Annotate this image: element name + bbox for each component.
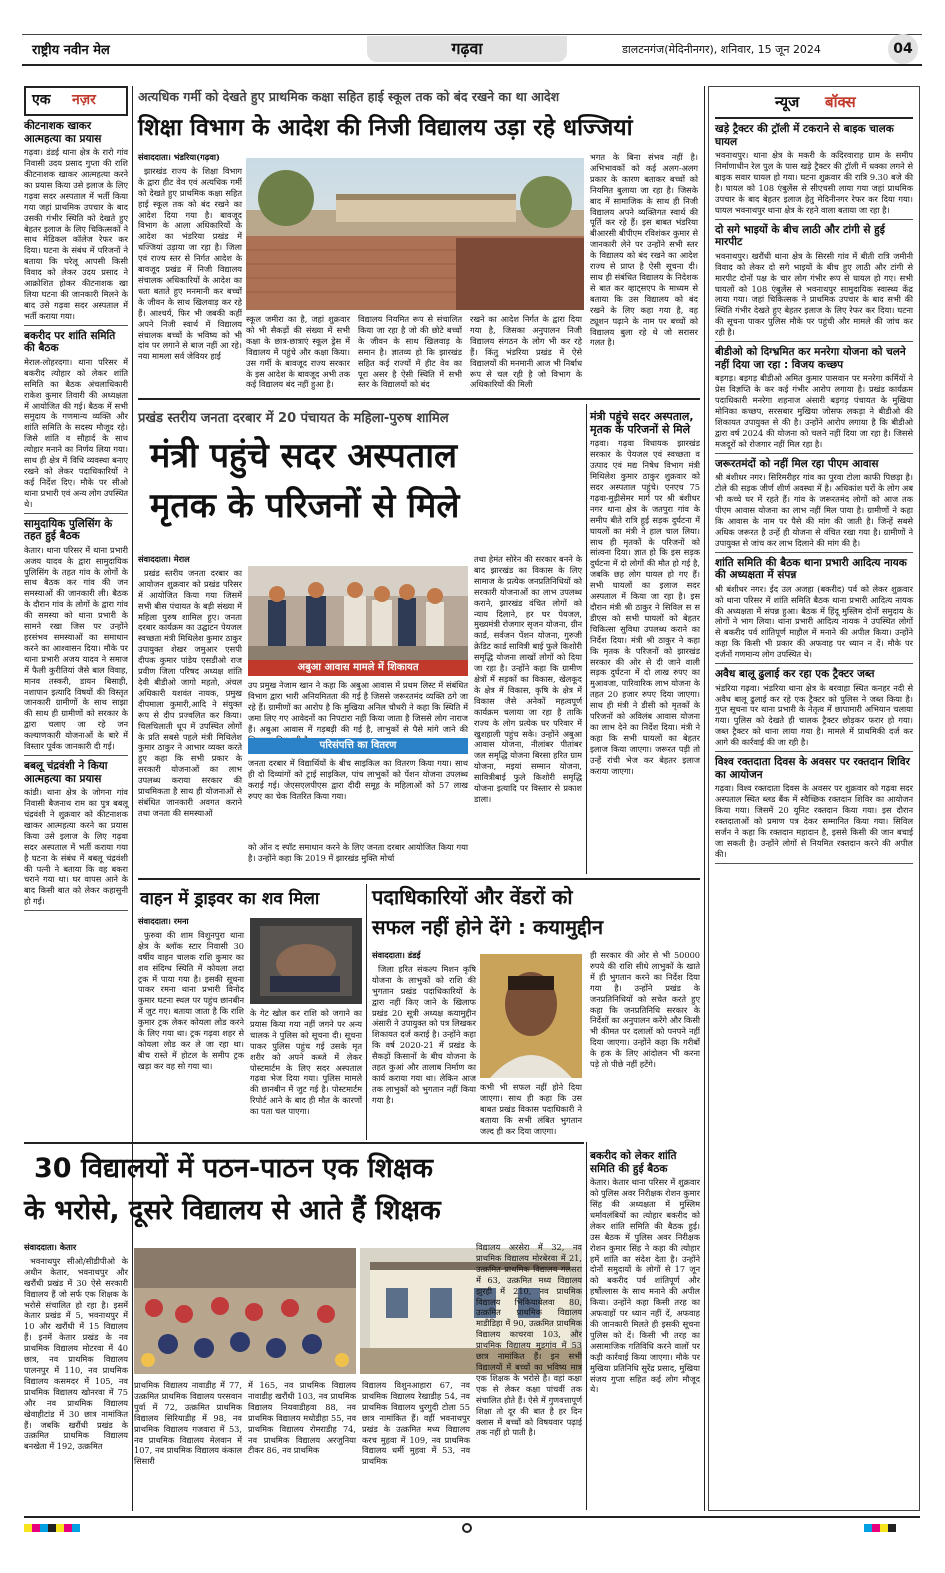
driver-dateline: संवाददाता। रमना xyxy=(138,916,189,926)
news-brief-body: केतार। थाना परिसर में थाना प्रभारी अजय यादव के द्वारा सामुदायिक पुलिसिंग के तहत गांव के लोगों के साथ बैठक कर गांव की जन समस्याओं की जानकारी ली। बैठक के दौरान गांव के लोगों के द्वारा गांव की समस्या को थाना प्रभारी के सामने रखा जिस पर उन्होंने हरसंभव समस्याओं का समाधान करने का आश्वासन दिया। मौके पर थाना प्रभारी अजय यादव ने समाज में फैली कुरीतियां जैसे बाल विवाह, मानव तस्करी, डायन बिसाही, नशापान इत्यादि विषयों की विस्तृत जानकारी ग्रामीणों के साथ साझा की साथ ही ग्रामीणों को सरकार के द्वारा चलाए जा रहे जन कल्याणकारी योजनाओं के बारे में विस्तार पूर्वक जानकारी दी गई। xyxy=(24,544,128,752)
news-brief-title: बीडीओ को दिग्भ्रमित कर मनरेगा योजना को चलने नहीं दिया जा रहा : विजय कच्छप xyxy=(715,346,906,371)
minister-divider xyxy=(586,404,587,874)
news-brief-title: खड़े ट्रैक्टर की ट्रॉली में टकराने से बाइक चालक घायल xyxy=(715,123,894,148)
top-col1-text: झारखंड राज्य के शिक्षा विभाग के द्वारा हीट वेव एवं अत्यधिक गर्मी को देखते हुए प्राथमिक कक्षा सहित हाई स्कूल तक को बंद रखने का आदेश दिया गया है। बावजूद विभाग के आला अधिकारियों के आदेश का भंडरिया प्रखंड में धज्जियां उड़ाया जा रहा है। जिला एवं राज्य स्तर से निर्गत आदेश के बावजूद प्रखंड में निजी विद्यालय संचालक अधिकारियों के आदेश का धता बताते हुए मनमानी कर बच्चों के जीवन के साथ खिलवाड़ कर रहे हैं। आश्चर्य, फिर भी जबकी कहीं अपने निजी स्वार्थ में विद्यालय संचालक बच्चों के भविष्य को भी दांव पर लगाने से बाज नहीं आ रहे। नया मामला सर्व जेवियर हाई xyxy=(138,165,242,362)
bakrid-body: केतार। केतार थाना परिसर में शुक्रवार को पुलिस अवर निरीक्षक रोशन कुमार सिंह की अध्यक्षता में मुस्लिम धर्मावलंबियों का त्योहार बकरीद को लेकर शांति समिति की बैठक हुई। उस बैठक में पुलिस अवर निरीक्षक रोशन कुमार सिंह ने कहा की त्योहार हमें शांति का संदेश देता है। उन्होंने दोनों समुदायों के लोगों से 17 जून को बकरीद पर्व शांतिपूर्ण और हर्षोल्लास के साथ मनाने की अपील किया। उन्होंने कहा किसी तरह का अफवाहों पर ध्यान नहीं दें, अफवाह की जानकारी मिलते ही इसकी सूचना पुलिस को दें। किसी भी तरह का असामाजिक गतिविधि करने वालों पर कड़ी कार्रवाई किया जाएगा। मौके पर मुखिया प्रतिनिधि सुरेंद्र प्रसाद, मुखिया संजय गुप्ता सहित कई लोग मौजूद थे। xyxy=(590,1177,700,1395)
driver-col1-text: फुरुवा की शाम विशुनपुरा थाना क्षेत्र के ब्लॉक स्टार निवासी 30 वर्षीय वाहन चालक राशि कुमार का शव संदिग्ध स्थिति में कोयला लदा ट्रक में पाया गया है। इसकी सूचना पाकर रमना थाना प्रभारी विनोद कुमार घटना स्थल पर पहुंच छानबीन में जुट गए। बताया जाता है कि राशि कुमार ट्रक लेकर कोयला लोड करने के लिए गया था। ट्रक गढ़वा शहर से कोयला लोड कर ले जा रहा था। बीच रास्ते में होटल के समीप ट्रक खड़ा कर वह सो गया था। xyxy=(138,929,244,1071)
brief-divider xyxy=(715,751,913,752)
left-divider xyxy=(132,86,133,1511)
registration-marks-left xyxy=(24,1524,80,1532)
vendor-col-2 xyxy=(480,1082,582,1138)
schools-headline-1: 30 विद्यालयों में पठन-पाठन एक शिक्षक xyxy=(34,1153,434,1184)
bakrid-title: बकरीद को लेकर शांति समिति की हुई बैठक xyxy=(590,1150,677,1175)
asset-distribution-banner: परिसंपत्ति का वितरण xyxy=(248,738,468,754)
driver-headline: वाहन में ड्राइवर का शव मिला xyxy=(140,889,320,909)
news-brief-body: गढ़वा। विश्व रक्तदाता दिवस के अवसर पर शुक्रवार को गढ़वा सदर अस्पताल स्थित ब्लड बैंक में स्वैच्छिक रक्तदान शिविर का आयोजन किया गया। जिसमें 20 यूनिट रक्तदान किया गया। इस दौरान रक्तदाताओं को प्रमाण पत्र देकर सम्मानित किया गया। सिविल सर्जन ने कहा कि रक्तदान महादान है, इससे किसी की जान बचाई जा सकती है। उन्होंने लोगों से नियमित रक्तदान करने की अपील की। xyxy=(715,783,913,859)
ek-nazar-items xyxy=(24,120,128,911)
mid-col2-end-text: को ऑन द स्पॉट समाधान करने के लिए जनता दरबार आयोजित किया गया है। उन्होंने कहा कि 2019 में झारखंड मुक्ति मोर्चा xyxy=(248,842,468,863)
top-col5-text: भगत के बिना संभव नहीं है। अभिभावकों को कई अलग-अलग प्रकार के कारण बताकर बच्चों को नियमित बुलाया जा रहा है। जिसके बाद में सामाजिक के साथ ही निजी विद्यालय अपने व्यक्तिगत स्वार्थ की पूर्ति कर रहे हैं। इस बाबत भंडरिया बीआरसी बीपीएम रविशंकर कुमार से जानकारी लेने पर उन्होंने सभी स्तर के विद्यालय को बंद रखने का आदेश राज्य से प्राप्त है ऐसी सूचना दी। साथ ही संबंधित विद्यालय के निदेशक से बात कर व्हाट्सएप के माध्यम से बताया कि उस विद्यालय को बंद रखने के लिए कहा गया है, वह ट्यूशन पढ़ाने के नाम पर बच्चों को विद्यालय बुला रहे थे जो सरासर गलत है। xyxy=(590,152,698,348)
brief-divider xyxy=(715,552,913,553)
brief-divider xyxy=(715,663,913,664)
masthead-bottom-rule xyxy=(22,64,922,66)
news-brief xyxy=(24,518,128,756)
brief-divider xyxy=(715,219,913,220)
news-brief xyxy=(715,458,913,553)
page-number: 04 xyxy=(888,34,918,64)
mid-dateline: संवाददाता। मेराल xyxy=(138,554,190,564)
news-brief xyxy=(715,557,913,665)
brief-divider xyxy=(24,910,128,911)
vendor-dateline: संवाददाता। डंडई xyxy=(372,950,421,960)
vendor-col2-text: कभी भी सफल नहीं होने दिया जाएगा। साथ ही कहा कि उस बाबत प्रखंड विकास पदाधिकारी ने बताया कि सभी लंबित भुगतान जल्द ही कर दिया जाएगा। xyxy=(480,1082,582,1136)
news-brief-body: भंडरिया गढ़वा। भंडरिया थाना क्षेत्र के बरवाहा स्थित कनहर नदी से अवैध बालू ढुलाई कर रहे एक ट्रैक्टर को पुलिस ने जब्त किया है। गुप्त सूचना पर थाना प्रभारी के नेतृत्व में छापामारी अभियान चलाया गया। पुलिस को देखते ही चालक ट्रैक्टर छोड़कर फरार हो गया। जब्त ट्रैक्टर को थाना लाया गया है। मामले में प्राथमिकी दर्ज कर आगे की कार्रवाई की जा रही है। xyxy=(715,682,913,748)
top-col-1 xyxy=(138,152,242,392)
vendor-col3-text: ही सरकार की ओर से भी 50000 रुपये की राशि सीधे लाभुकों के खाते में ही भुगतान करने का निर्देश दिया गया है। उन्होंने प्रखंड के जनप्रतिनिधियों को सचेत करते हुए कहा कि जनप्रतिनिधि सरकार के निर्देशों का अनुपालन करेंगे और किसी भी कीमत पर दलालों को पनपने नहीं दिया जाएगा। उन्होंने कहा कि गरीबों के हक के लिए आंदोलन भी करना पड़े तो पीछे नहीं हटेंगे। xyxy=(590,950,700,1070)
rule-top-mid xyxy=(138,398,700,400)
registration-bullseye xyxy=(462,1523,472,1533)
top-col-4 xyxy=(470,314,582,392)
label-box: बॉक्स xyxy=(825,93,856,111)
mid-headline-2: मृतक के परिजनों से मिले xyxy=(150,486,460,526)
news-brief-title: बकरीद पर शांति समिति की बैठक xyxy=(24,329,116,355)
rule-mid-lower xyxy=(138,878,700,880)
minister-story xyxy=(590,406,700,876)
mid-headline-1: मंत्री पहुंचे सदर अस्पताल xyxy=(150,436,458,476)
driver-col-1 xyxy=(138,916,244,1138)
top-kicker: अत्यधिक गर्मी को देखते हुए प्राथमिक कक्षा सहित हाई स्कूल तक को बंद रखने का था आदेश xyxy=(138,89,560,104)
schools-col3-text: में 165, नव प्राथमिक विद्यालय नावाडीह खरौंधी 103, नव प्राथमिक विद्यालय नियवाडीहवा 88, नव प्राथमिक विद्यालय मधोडीहा 55, नव प्राथमिक विद्यालय रोमराडीह 74, नव प्राथमिक विद्यालय अरजुनिया टीकर 86, नव प्राथमिक xyxy=(248,1380,356,1456)
schools-col-5 xyxy=(476,1242,582,1510)
registration-marks-right xyxy=(864,1524,896,1532)
vendor-headline-1: पदाधिकारियों और वेंडरों को xyxy=(372,885,573,909)
news-brief xyxy=(24,330,128,514)
news-brief xyxy=(715,756,913,864)
top-col-5 xyxy=(590,152,698,392)
janata-darbar-photo xyxy=(248,566,468,660)
rule-schools xyxy=(24,1142,584,1144)
top-col4-text: रखने का आदेश निर्गत के द्वारा दिया गया है, जिसका अनुपालन निजी विद्यालय संगठन के लोग भी कर रहे हैं। किंतु भंडरिया प्रखंड में ऐसे विद्यालयों की मनमानी आज भी निर्बाध रूप से चल रही है जो विभाग के अधिकारियों की मिली xyxy=(470,314,582,390)
schools-headline-2: के भरोसे, दूसरे विद्यालय से आते हैं शिक्षक xyxy=(24,1195,441,1226)
top-col-3 xyxy=(358,314,462,392)
top-col-2 xyxy=(246,314,350,392)
mid-col1-text: प्रखंड स्तरीय जनता दरबार का आयोजन शुक्रवार को प्रखंड परिसर में आयोजित किया गया जिसमें सभी बीस पंचायत के बड़ी संख्या में महिला पुरुष शामिल हुए। जनता दरबार कार्यक्रम का उद्घाटन पेयजल स्वच्छता मंत्री मिथिलेश कुमार ठाकुर उपायुक्त शेखर जमुआर एसपी दीपक कुमार पांडेय एसडीओ राज प्रवीण जिला परिषद अध्यक्ष शांति देवी बीडीओ जागो महतो, अंचल अधिकारी यशवंत नायक, प्रमुख दीपमाला कुमारी,आदि ने संयुक्त रूप से दीप प्रज्वलित कर किया। चिलचिलाती धूप में उपस्थित लोगों के प्रति सबसे पहले मंत्री मिथिलेश कुमार ठाकुर ने आभार व्यक्त करते हुए कहा कि सभी प्रकार के सरकारी योजनाओं का लाभ उपलब्ध कराया सरकार की प्राथमिकता है साथ ही योजनाओं से संबंधित जानकारी अवगत कराने तथा जनता की समस्याओं xyxy=(138,567,242,818)
asset-distribution-text xyxy=(248,758,468,806)
news-brief-title: दो सगे भाइयों के बीच लाठी और टांगी से हुई मारपीट xyxy=(715,223,885,249)
brief-divider xyxy=(24,755,128,756)
news-brief xyxy=(715,224,913,342)
driver-col2-text: के गेट खोल कर राशि को जगाने का प्रयास किया गया नहीं जगने पर अन्य चालक ने पुलिस को सूचना दी। सूचना पाकर पुलिस पहुंच गई उसके मृत शरीर को अपने कब्जे में लेकर पोस्टमार्टम के लिए सदर अस्पताल गढ़वा भेज दिया गया। पुलिस मामले की छानबीन में जुट गई है। पोस्टमार्टम रिपोर्ट आने के बाद ही मौत के कारणों का पता चल पाएगा। xyxy=(250,1008,362,1117)
mid-col-3 xyxy=(474,554,582,874)
news-brief-body: श्री बंशीधर नगर। सिरिमरीहर गांव का पुरवा टोला काफी पिछड़ा है। टोले की सड़क जीर्ण शीर्ण अवस्था में है। अधिकांश घरों के लोग अब भी कच्चे घर में रहते हैं। गांव के जरूरतमंद लोगों को आज तक पीएम आवास योजना का लाभ नहीं मिल पाया है। ग्रामीणों ने कहा कि आवास के नाम पर पैसे की मांग की जाती है। जिन्हें सबसे अधिक जरूरत है उन्हें ही योजना से वंचित रखा गया है। ग्रामीणों ने उपायुक्त से जांच कर लाभ दिलाने की मांग की है। xyxy=(715,472,913,548)
news-brief-title: विश्व रक्तदाता दिवस के अवसर पर रक्तदान शिविर का आयोजन xyxy=(715,756,910,781)
vendor-headline-2: सफल नहीं होने देंगे : कयामुद्दीन xyxy=(372,915,604,939)
photo-caption-banner: अबुआ आवास मामले में शिकायत xyxy=(248,660,468,676)
schools-col-2 xyxy=(134,1380,242,1510)
kayamuddin-photo xyxy=(480,954,582,1078)
mid-col3-text: तथा हेमंत सोरेन की सरकार बनने के बाद झारखंड का विकास के लिए सामाज के प्रत्येक जनप्रतिनिधियों को सरकारी योजनाओं का लाभ उपलब्ध कराने, झारखंड वंचित लोगों को न्याय दिलाने, हर घर पेयजल, मुख्यमंत्री रोजगार सृजन योजना, ग्रीन कार्ड, सर्वजन पेंशन योजना, गुरुजी क्रेडिट कार्ड सावित्री बाई फुले किशोरी समृद्धि योजना लाखों लोगों को दिया जा रहा है। उन्होंने कहा कि ग्रामीण क्षेत्रों में सड़कों का विकास, खेलकूद के क्षेत्र में विकास, कृषि के क्षेत्र में विकास जैसे अनेकों महत्वपूर्ण कार्यक्रम चलाया जा रहा है ताकि राज्य के लोग प्रत्येक घर परिवार में खुशहाली पहुंच सके। उन्होंने अबुआ आवास योजना, नीलांबर पीतांबर जल समृद्धि योजना बिरसा हरित ग्राम योजना, मइयां सम्मान योजना, सावित्रीबाई फुले किशोरी समृद्धि योजना इत्यादि पर विस्तार से प्रकाश डाला। xyxy=(474,554,582,804)
news-brief-title: सामुदायिक पुलिसिंग के तहत हुई बैठक xyxy=(24,517,113,543)
footer-strip xyxy=(24,1522,920,1536)
vendor-col-3 xyxy=(590,950,700,1138)
schools-dateline: संवाददाता। केतार xyxy=(24,1242,77,1252)
schools-col5-text: विद्यालय अरसेरा में 32, नव प्राथमिक विद्यालय मोरबेरवा में 21, उत्क्रमित प्राथमिक विद्यालय गलसरा में 63, उत्क्रमित मध्य विद्यालय झुरही में 210, नव प्राथमिक विद्यालय भिकियाबेलवा 80, उत्क्रमित प्राथमिक विद्यालय माडीडिहा में 90, उत्क्रमित प्राथमिक विद्यालय काचरवा 103, और प्राथमिक विद्यालय मुडगांव में 53 छात्र नामांकित हैं। इन सभी विद्यालयों में बच्चों का भविष्य मात्र एक शिक्षक के भरोसे है। वहां कक्षा एक से लेकर कक्षा पांचवीं तक संचालित होते हैं। ऐसे में गुणवत्तापूर्ण शिक्षा तो दूर की बात है हर दिन क्लास में बच्चों को विषयवार पढ़ाई तक नहीं हो पाती है। xyxy=(476,1242,582,1438)
news-box-items xyxy=(715,123,913,864)
news-brief-body: भवनाथपुर। खरौंधी थाना क्षेत्र के सिरसी गांव में बीती रात्रि जमीनी विवाद को लेकर दो सगे भाइयों के बीच हुए लाठी और टांगी से मारपीट दोनों पक्ष के चार लोग गंभीर रूप से घायल हो गए। सभी घायलों को 108 एंबुलेंस से भवनाथपुर सामुदायिक स्वास्थ्य केंद्र लाया गया। जहां चिकित्सक ने प्राथमिक उपचार के बाद सभी की स्थिति गंभीर देखते हुए बेहतर इलाज के लिए रेफर कर दिया। घटना की सूचना पाकर पुलिस मौके पर पहुंची और मामले की जांच कर रही है। xyxy=(715,250,913,338)
minister-title: मंत्री पहुंचे सदर अस्पताल, मृतक के परिजनों से मिले xyxy=(590,410,694,437)
vendor-col-1 xyxy=(372,950,476,1138)
paper-name: राष्ट्रीय नवीन मेल xyxy=(32,43,110,58)
masthead xyxy=(22,32,922,66)
brief-divider xyxy=(715,341,913,342)
news-brief xyxy=(715,123,913,220)
schools-col-3 xyxy=(248,1380,356,1510)
mid-col-2-end xyxy=(248,842,468,874)
schools-col-4 xyxy=(362,1380,470,1510)
news-brief-body: भवनाथपुर। थाना क्षेत्र के मकरी के कदिरवाराह ग्राम के समीप निर्माणाधीन रेल पुल के पास खड़े ट्रैक्टर की ट्रॉली में धक्का लगने से बाइक सवार घायल हो गया। घटना शुक्रवार की रात्रि 9.30 बजे की है। घायल को 108 एंबुलेंस से सीएचसी लाया गया जहां प्राथमिक उपचार के बाद बेहतर इलाज हेतु मेदिनीनगर रेफर कर दिया गया। घायल भवनाथपुर थाना क्षेत्र के रहने वाला बताया जा रहा है। xyxy=(715,150,913,215)
brief-divider xyxy=(715,863,913,864)
bakrid-divider xyxy=(586,1142,587,1510)
label-nazar: नज़र xyxy=(72,92,96,108)
news-brief-title: अवैध बालू ढुलाई कर रहा एक ट्रैक्टर जब्त xyxy=(715,668,875,681)
news-brief xyxy=(715,668,913,752)
news-brief-body: कांडी। थाना क्षेत्र के जोगना गांव निवासी बैजनाथ राम का पुत्र बबलू चंद्रवंशी ने शुक्रवार को कीटनाशक खाकर आत्महत्या करने का प्रयास किया उसे इलाज के लिए गढ़वा सदर अस्पताल में भर्ती कराया गया है घटना के संबंध में बबलू चंद्रवंशी की पत्नी ने बताया कि वह बकरा चराने गया था। घर वापस आने के बाद किसी बात को लेकर कहासुनी हो गई। xyxy=(24,787,128,907)
news-brief-body: मेराल-लोहरदगा। थाना परिसर में बकरीद त्योहार को लेकर शांति समिति का बैठक अंचलाधिकारी राकेश कुमार तिवारी की अध्यक्षता में आयोजित की गई। बैठक में सभी समुदाय के गणमान्य व्यक्ति और शांति समिति के सदस्य मौजूद रहे। जिसे शांति व सौहार्द के साथ त्योहार मनाने का निर्णय लिया गया। साथ ही क्षेत्र में विधि व्यवस्था बनाए रखने को लेकर पदाधिकारियों ने कई निर्देश दिए। मौके पर सीओ थाना प्रभारी एवं अन्य लोग उपस्थित थे। xyxy=(24,356,128,509)
top-col3-text: विद्यालय नियमित रूप से संचालित किया जा रहा है जो की छोटे बच्चों के जीवन के साथ खिलवाड़ के समान है। ज्ञातव्य हो कि झारखंड सहित कई राज्यों में हीट वेव का पूरा असर है ऐसी स्थिति में सभी स्तर के विद्यालयों को बंद xyxy=(358,314,462,390)
minister-body: गढ़वा। गढ़वा विधायक झारखंड सरकार के पेयजल एवं स्वच्छता व उत्पाद एवं मद्य निषेध विभाग मंत्री मिथिलेश कुमार ठाकुर शुक्रवार को सदर अस्पताल पहुंचे। एनएच 75 गढ़वा-मुड़ीसेमर मार्ग पर श्री बंशीधर नगर थाना क्षेत्र के जतपुरा गांव के समीप बीते रात्रि हुई सड़क दुर्घटना में घायलों का मंत्री ने हाल चाल लिया। साथ ही मृतकों के परिजनों को सांत्वना दिया। ज्ञात हो कि इस सड़क दुर्घटना में दो लोगों की मौत हो गई है, जबकि छह लोग घायल हो गए हैं। सभी घायलों का इलाज सदर अस्पताल में किया जा रहा है। इस दौरान मंत्री श्री ठाकुर ने सिविल स स डीएस को सभी घायलों को बेहतर चिकित्सा सुविधा उपलब्ध कराने का निर्देश दिया। मंत्री श्री ठाकुर ने कहा कि मृतक के परिजनों को झारखंड सरकार की ओर से दी जाने वाली सड़क दुर्घटना में दो लाख रुपए का मुआवजा, पारिवारिक लाभ योजना के तहत 20 हजार रुपए दिया जाएगा। साथ ही मंत्री ने डीसी को मृतकों के परिजनों को अविलंब आवास योजना का लाभ देने का निर्देश दिया। मंत्री ने कहा कि सभी घायलों का बेहतर इलाज किया जाएगा। जरूरत पड़ी तो उन्हें रांची भेज कर बेहतर इलाज कराया जाएगा। xyxy=(590,438,700,776)
schools-col2-text: प्राथमिक विद्यालय नावाडीह में 77, उत्क्रमित प्राथमिक विद्यालय परसवान पुर्वा में 72, उत्क्रमित प्राथमिक विद्यालय सिरियाडीह में 98, नव प्राथमिक विद्यालय गजवारा में 53, नव प्राथमिक विद्यालय मेलवान में 107, नव प्राथमिक विद्यालय कंकाल सिसारी xyxy=(134,1380,242,1467)
brief-divider xyxy=(24,513,128,514)
news-box-column xyxy=(708,86,920,1511)
brief-divider xyxy=(24,325,128,326)
news-brief xyxy=(715,346,913,454)
driver-col-2 xyxy=(250,1008,362,1138)
schools-col4-text: विद्यालय विशुनआहारा 67, नव प्राथमिक विद्यालय रेखाडीह 54, नव प्राथमिक विद्यालय धुरगुदी टोला 55 छात्र नामांकित हैं। वहीं भवनाथपुर प्रखंड के उत्क्रमित मध्य विद्यालय करच मुहवा में 109, नव प्राथमिक विद्यालय धर्मी मुहवा में 53, नव प्राथमिक xyxy=(362,1380,470,1467)
place-date: डालटनगंज(मेदिनीनगर), शनिवार, 15 जून 2024 xyxy=(622,43,821,56)
news-brief-title: कीटनाशक खाकर आत्महत्या का प्रयास xyxy=(24,120,102,145)
bakrid-story xyxy=(590,1146,700,1510)
label-news: न्यूज xyxy=(775,93,800,111)
footer-rule xyxy=(24,1516,920,1518)
mid-col-1 xyxy=(138,554,242,874)
news-brief-body: बड़गड़। बड़गड़ बीडीओ अमित कुमार पासवान पर मनरेगा कर्मियों ने प्रेस विज्ञप्ति के कर कई गंभीर आरोप लगाया है। प्रखंड कार्यक्रम पदाधिकारी मनरेगा शहनाज अंसारी बड़गड़ पंचायत के मुखिया मोनिका कच्छप, सरसबार मुखिया जोसफ लकड़ा ने बीडीओ की शिकायत उपायुक्त से की है। उन्होंने आरोप लगाया है कि बीडीओ द्वारा वर्ष 2024 की योजना को चलने नहीं दिया जा रहा है। जिससे मजदूरों को रोजगार नहीं मिल रहा है। xyxy=(715,373,913,449)
school-photo xyxy=(246,158,584,310)
right-divider xyxy=(704,86,705,1511)
classroom-photo xyxy=(134,1248,356,1374)
schools-col1-text: भवनाथपुर सीओ/सीडीपीओ के अधीन केतार, भवनाथपुर और खरौंधी प्रखंड में 30 ऐसे सरकारी विद्यालय हैं जो सर्फ एक शिक्षक के भरोसे संचालित हो रहा है। इसमें केतार प्रखंड में 5, भवनाथपुर में 10 और खरौंधी में 15 विद्यालय हैं। इनमें केतार प्रखंड के नव प्राथमिक विद्यालय मोटरवा में 40 छात्र, नव प्राथमिक विद्यालय पालनपुर में 110, नव प्राथमिक विद्यालय कसमदर में 105, नव प्राथमिक विद्यालय खोनरवा में 75 और नव प्राथमिक विद्यालय खेवाहीटांड में 30 छात्र नामांकित हैं। जबकि खरौंधी प्रखंड के उत्क्रमित प्राथमिक विद्यालय बनखेता में 192, उत्क्रमित xyxy=(24,1255,128,1452)
label-ek: एक xyxy=(32,92,51,108)
news-brief-body: गढ़वा। डंडई थाना क्षेत्र के रारो गांव निवासी उदय प्रसाद गुप्ता की राशि कीटनाशक खाकर आत्महत्या करने का प्रयास किया उसे इलाज के लिए गढ़वा सदर अस्पताल में भर्ती किया गया जहां प्राथमिक उपचार के बाद उसकी गंभीर स्थिति को देखते हुए बेहतर इलाज के लिए चिकित्सकों ने साथ मेडिकल कॉलेज रेफर कर दिया। घटना के संबंध में परिजनों ने बताया कि घरेलू आपसी किसी विवाद को लेकर उदय प्रसाद ने आक्रोशित होकर कीटनाशक खा लिया घटना की जानकारी मिलने के बाद उसे गढ़वा सदर अस्पताल में भर्ती कराया गया। xyxy=(24,147,128,321)
brief-divider xyxy=(715,453,913,454)
section-tab: गढ़वा xyxy=(367,36,567,62)
top-dateline: संवाददाता। भंडरिया(गढ़वा) xyxy=(138,152,220,162)
driver-photo xyxy=(250,918,362,1004)
ek-nazar-label xyxy=(24,86,128,116)
news-brief-title: शांति समिति की बैठक थाना प्रभारी आदित्य नायक की अध्यक्षता में संपन्न xyxy=(715,556,907,582)
box-text: जनता दरबार में विद्यार्थियों के बीच साइकिल का वितरण किया गया। साथ ही दो दिव्यांगों को ट्राई साइकिल, पांच लाभुकों को पेंशन योजना उपलब्ध कराई गई। जेएसएलपीएस द्वारा दीदी समूह के महिलाओं को 57 लाख रुपए का चेक वितरित किया गया। xyxy=(248,758,468,801)
mid-kicker: प्रखंड स्तरीय जनता दरबार में 20 पंचायत के महिला-पुरुष शामिल xyxy=(138,411,449,426)
vendor-col1-text: जिला हरित संकल्प मिशन कृषि योजना के लाभुकों को राशि की भुगतान प्रखंड पदाधिकारियों के द्वारा नहीं किए जाने के खिलाफ प्रखंड 20 सूत्री अध्यक्ष कयामुद्दीन अंसारी ने उपायुक्त को पत्र लिखकर शिकायत दर्ज कराई है। उन्होंने कहा कि वर्ष 2020-21 में प्रखंड के सैकड़ों किसानों के बीच योजना के तहत कुआं और तालाब निर्माण का कार्य कराया गया था। लेकिन आज तक लाभुकों को भुगतान नहीं किया गया है। xyxy=(372,963,476,1105)
news-brief xyxy=(24,760,128,911)
news-brief-body: श्री बंशीधर नगर। ईद उल अजहा (बकरीद) पर्व को लेकर शुक्रवार को थाना परिसर में शांति समिति बैठक थाना प्रभारी आदित्य नायक की अध्यक्षता में संपन्न हुआ। बैठक में हिंदू मुस्लिम दोनों समुदाय के लोगों ने भाग लिया। थाना प्रभारी आदित्य नायक ने उपस्थित लोगों से बकरीद पर्व शांतिपूर्ण माहौल में मनाने की अपील किया। उन्होंने कहा कि किसी भी प्रकार की अफवाह पर ध्यान न दें। मौके पर दर्जनों गणमान्य लोग उपस्थित थे। xyxy=(715,583,913,660)
news-brief-title: जरूरतमंदों को नहीं मिल रहा पीएम आवास xyxy=(715,457,879,470)
top-col2-text: स्कूल जमीरा का है, जहां शुक्रवार को भी सैकड़ों की संख्या में सभी कक्षा के छात्र-छात्राएं स्कूल ड्रेस में विद्यालय में पहुंचे और कक्षा किया। उस गर्मी के बावजूद राज्य सरकार के इस आदेश के बावजूद अभी तक कई विद्यालय बंद नहीं हुआ है। xyxy=(246,314,350,390)
news-box-label xyxy=(715,89,913,119)
caption-text: उप प्रमुख नेजाम खान ने कहा कि अबुआ आवास में प्रथम लिस्ट में संबंधित विभाग द्वारा भारी अनियमितता की गई है जिससे जरूरतमंद व्यक्ति ठगे जा रहे हैं। ग्रामीणों का आरोप है कि मुखिया अनिल चौधरी ने कहा कि स्थिति में जमा लिए गए आवेदनों का निपटारा नहीं किया जाता है जिससे लोग नाराज हैं। अबुआ आवास में गड़बड़ी की गई है, लाभुकों से पैसे मांगे जाने की xyxy=(248,680,468,734)
driver-divider xyxy=(366,884,367,1140)
top-rule xyxy=(22,34,922,35)
schools-col-1 xyxy=(24,1242,128,1510)
news-brief xyxy=(24,120,128,326)
top-headline: शिक्षा विभाग के आदेश की निजी विद्यालय उड़ा रहे धज्जियां xyxy=(138,115,633,141)
news-brief-title: बबलू चंद्रवंशी ने किया आत्महत्या का प्रयास xyxy=(24,759,108,785)
photo-caption-text xyxy=(248,680,468,736)
